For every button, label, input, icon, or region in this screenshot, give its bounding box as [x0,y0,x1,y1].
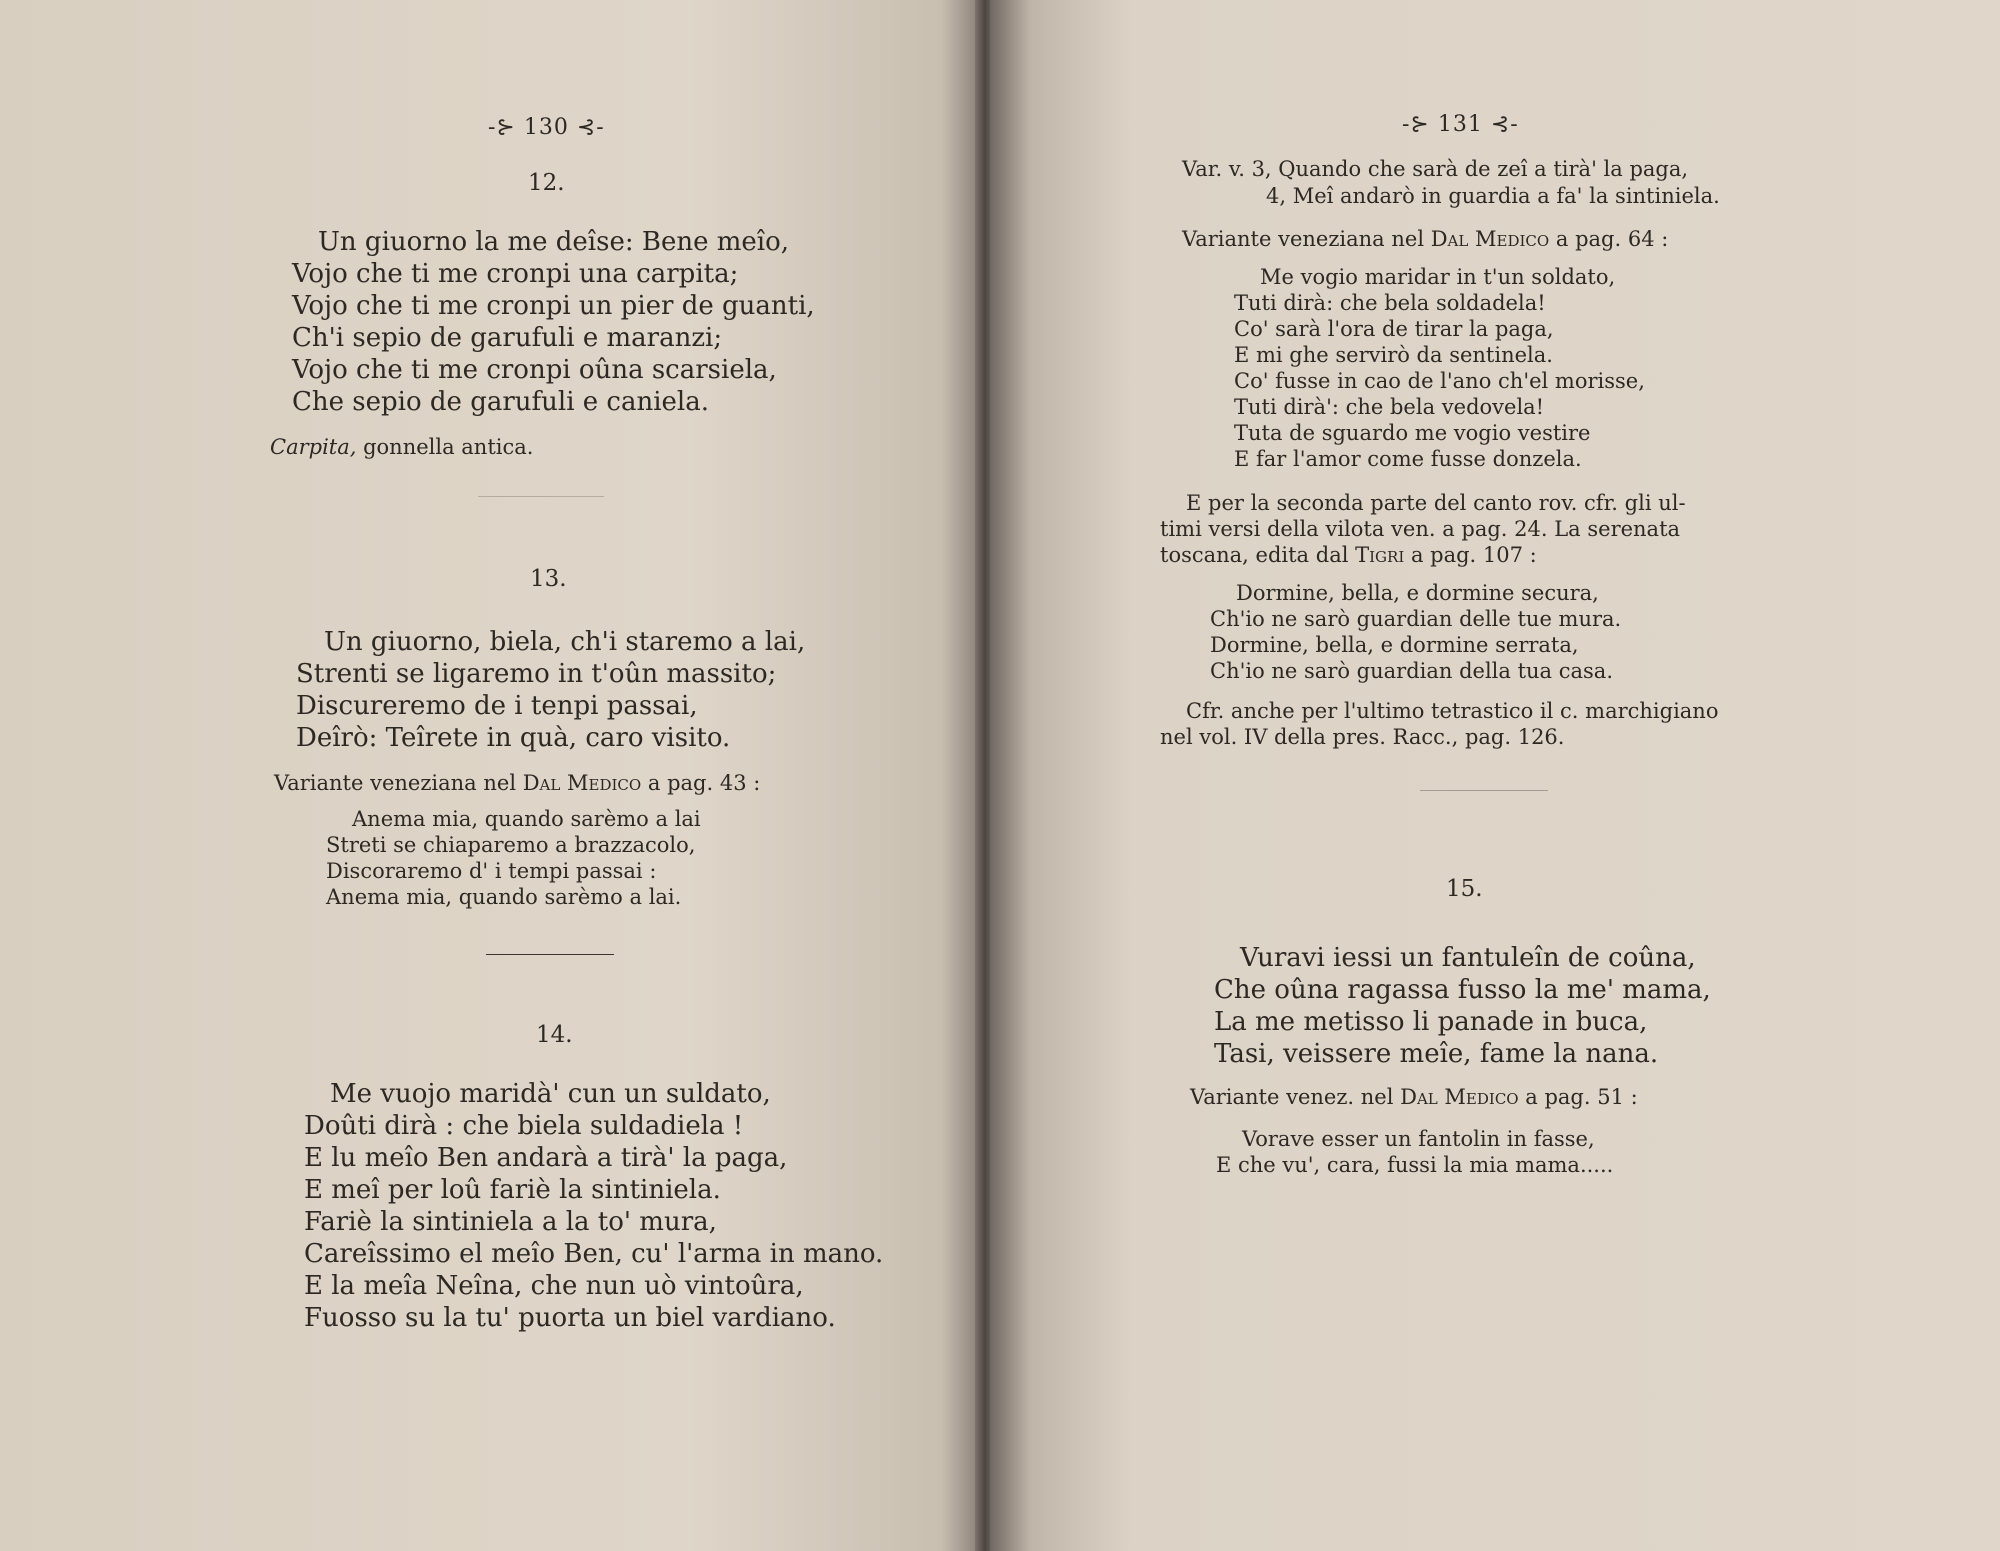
commentary-line: toscana, edita dal Tigri a pag. 107 : [1160,543,1537,567]
variant-line: Co' sarà l'ora de tirar la paga, [1234,317,1554,341]
section-number-12: 12. [528,170,565,196]
poem-line: Fuosso su la tu' puorta un biel vardiano. [304,1303,836,1333]
poem-line: Vuravi iessi un fantuleîn de coûna, [1240,943,1696,973]
variant-line: Anema mia, quando sarèmo a lai. [326,885,682,909]
commentary-line: Cfr. anche per l'ultimo tetrastico il c. marchigiano [1186,699,1719,723]
poem-line: Tasi, veissere meîe, fame la nana. [1214,1039,1659,1069]
poem-line: Ch'i sepio de garufuli e maranzi; [292,323,723,353]
poem-line: Strenti se ligaremo in t'oûn massito; [296,659,777,689]
separator [486,954,614,955]
poem-line: Careîssimo el meîo Ben, cu' l'arma in mano. [304,1239,884,1269]
glossary-note: Carpita, gonnella antica. [270,435,534,459]
separator [478,496,604,497]
poem-line: La me metisso li panade in buca, [1214,1007,1648,1037]
poem-line: E meî per loû fariè la sintiniela. [304,1175,721,1205]
variant-line: Tuta de sguardo me vogio vestire [1234,421,1591,445]
variant-verse-note: Var. v. 3, Quando che sarà de zeî a tirà' la paga, [1182,157,1689,181]
variant-line: E far l'amor come fusse donzela. [1234,447,1582,471]
variant-heading: Variante veneziana nel Dal Medico a pag. 64 : [1182,227,1669,251]
poem-line: Me vuojo maridà' cun un suldato, [330,1079,771,1109]
variant-line: Co' fusse in cao de l'ano ch'el morisse, [1234,369,1645,393]
commentary-line: timi versi della vilota ven. a pag. 24. La serenata [1160,517,1681,541]
variant-heading: Variante venez. nel Dal Medico a pag. 51 : [1190,1085,1638,1109]
poem-line: E lu meîo Ben andarà a tirà' la paga, [304,1143,788,1173]
tuscan-line: Ch'io ne sarò guardian della tua casa. [1210,659,1613,683]
commentary-line: nel vol. IV della pres. Racc., pag. 126. [1160,725,1565,749]
poem-line: Discureremo de i tenpi passai, [296,691,698,721]
commentary-line: E per la seconda parte del canto rov. cfr. gli ul- [1186,491,1686,515]
variant-line: E che vu', cara, fussi la mia mama..... [1216,1153,1614,1177]
variant-line: Tuti dirà': che bela vedovela! [1234,395,1545,419]
tuscan-line: Dormine, bella, e dormine secura, [1236,581,1599,605]
variant-line: Vorave esser un fantolin in fasse, [1242,1127,1595,1151]
variant-verse-note: 4, Meî andarò in guardia a fa' la sintiniela. [1266,184,1720,208]
variant-line: Anema mia, quando sarèmo a lai [352,807,701,831]
poem-line: Un giuorno la me deîse: Bene meîo, [318,227,790,257]
poem-line: Fariè la sintiniela a la to' mura, [304,1207,717,1237]
page-number-130: -⊱ 130 ⊰- [488,115,605,140]
separator [1420,790,1548,791]
variant-line: Me vogio maridar in t'un soldato, [1260,265,1616,289]
poem-line: Che sepio de garufuli e caniela. [292,387,710,417]
tuscan-line: Dormine, bella, e dormine serrata, [1210,633,1579,657]
poem-line: Vojo che ti me cronpi oûna scarsiela, [292,355,777,385]
variant-line: E mi ghe servirò da sentinela. [1234,343,1553,367]
poem-line: E la meîa Neîna, che nun uò vintoûra, [304,1271,804,1301]
section-number-15: 15. [1446,876,1483,902]
poem-line: Che oûna ragassa fusso la me' mama, [1214,975,1711,1005]
poem-line: Vojo che ti me cronpi un pier de guanti, [292,291,815,321]
variant-line: Discoraremo d' i tempi passai : [326,859,657,883]
left-page [0,0,980,1551]
section-number-13: 13. [530,566,567,592]
variant-line: Tuti dirà: che bela soldadela! [1234,291,1546,315]
page-number-131: -⊱ 131 ⊰- [1402,112,1519,137]
poem-line: Doûti dirà : che biela suldadiela ! [304,1111,744,1141]
poem-line: Un giuorno, biela, ch'i staremo a lai, [324,627,806,657]
section-number-14: 14. [536,1022,573,1048]
poem-line: Deîrò: Teîrete in quà, caro visito. [296,723,731,753]
poem-line: Vojo che ti me cronpi una carpita; [292,259,739,289]
right-page [990,0,2000,1551]
tuscan-line: Ch'io ne sarò guardian delle tue mura. [1210,607,1622,631]
variant-line: Streti se chiaparemo a brazzacolo, [326,833,696,857]
variant-heading: Variante veneziana nel Dal Medico a pag. 43 : [274,771,761,795]
